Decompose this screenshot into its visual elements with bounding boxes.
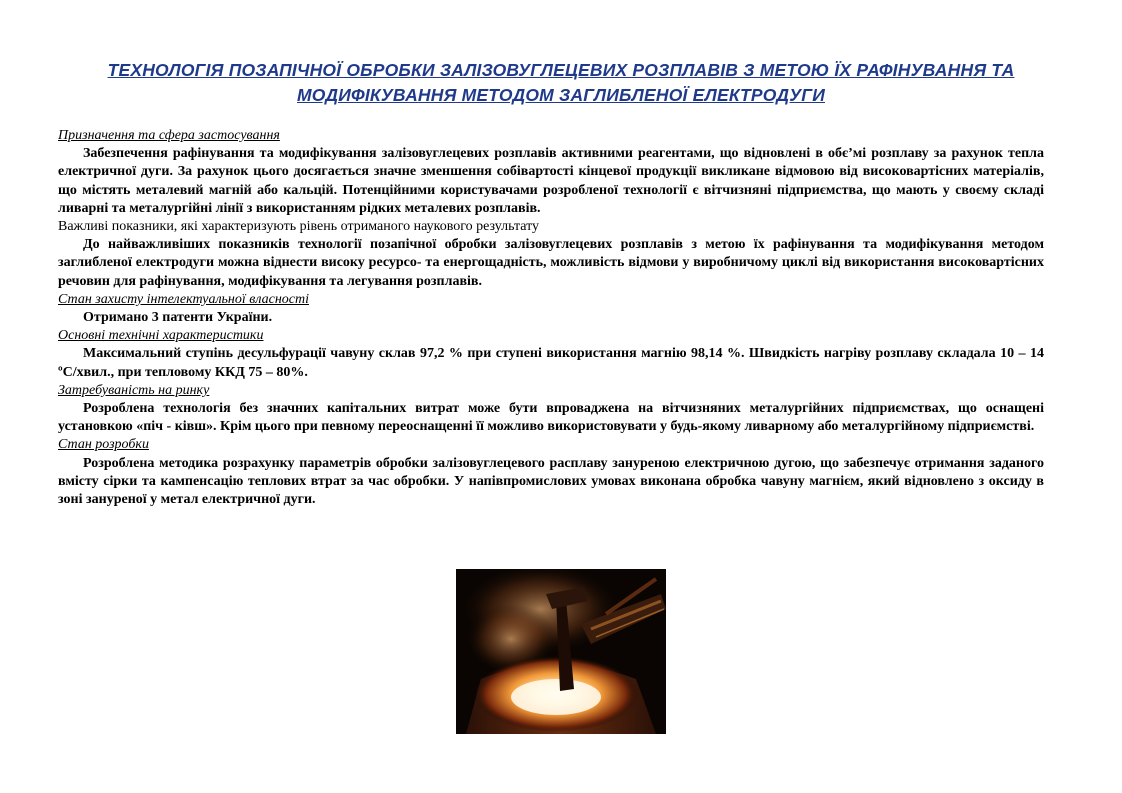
section-text-indicators: До найважливіших показників технології позапічної обробки залізовуглецевих розплавів з метою їх рафінування та модифікування методом заглибленої електродуги можна віднести високу ресурсо- та енергощадність, можливість відмови у виробничому циклі від використання високовартісних речовин для рафінування, модифікування та легування розплавів. [58,237,1044,289]
section-heading-ip-protection: Стан захисту інтелектуальної власності [58,291,309,307]
section-heading-specs: Основні технічні характеристики [58,328,264,344]
section-text-development: Розроблена методика розрахунку параметрів обробки залізовуглецевого расплаву зануреною електричною дугою, що забезпечує отримання заданого вмісту сірки та кампенсацію теплових втрат за час обробки. У напівпромислових умовах виконана обробка чавуну магнієм, який відновлено з оксиду в зоні зануреної у метал електричної дуги. [58,455,1044,508]
section-heading-market: Затребуваність на ринку [58,382,210,398]
section-text-purpose: Забезпечення рафінування та модифікування залізовуглецевих розплавів активними реагентами, що відновлені в обє’мі розплаву за рахунок тепла електричної дуги. За рахунок цього досягається значне зменшення собівартості кінцевої продукції викликане відмовою від високовартісних матеріалів, що містять металевий магній або кальцій. Потенційними користувачами розробленої технології є вітчизняні підприємства, що мають у своєму складі ливарні та металургійні лінії з використанням рідких металевих розплавів. [58,146,1044,216]
section-text-ip-protection: Отримано 3 патенти України. [83,310,273,326]
section-heading-development: Стан розробки [58,437,149,453]
section-heading-indicators: Важливі показники, які характеризують рівень отриманого наукового результату [58,219,540,235]
document-title: ТЕХНОЛОГІЯ ПОЗАПІЧНОЇ ОБРОБКИ ЗАЛІЗОВУГЛЕЦЕВИХ РОЗПЛАВІВ З МЕТОЮ ЇХ РАФІНУВАННЯ ТА МОДИФІКУВАННЯ МЕТОДОМ ЗАГЛИБЛЕНОЇ ЕЛЕКТРОДУГИ [107,60,1015,105]
section-text-specs: Максимальний ступінь десульфурації чавуну склав 97,2 % при ступені використання магнію 98,14 %. Швидкість нагріву розплаву складала 10 – 14 ºС/хвил., при тепловому ККД 75 – 80%. [58,346,1044,380]
molten-metal-photo [456,569,666,734]
section-heading-purpose: Призначення та сфера застосування [58,128,280,143]
section-text-market: Розроблена технологія без значних капітальних витрат може бути впроваджена на вітчизняних металургійних підприємствах, що оснащені установкою «піч - ківш». Крім цього при певному переоснащенні її можливо використовувати у будь-якому ливарному або металургійному підприємстві. [58,401,1044,435]
document-body [58,127,1044,509]
